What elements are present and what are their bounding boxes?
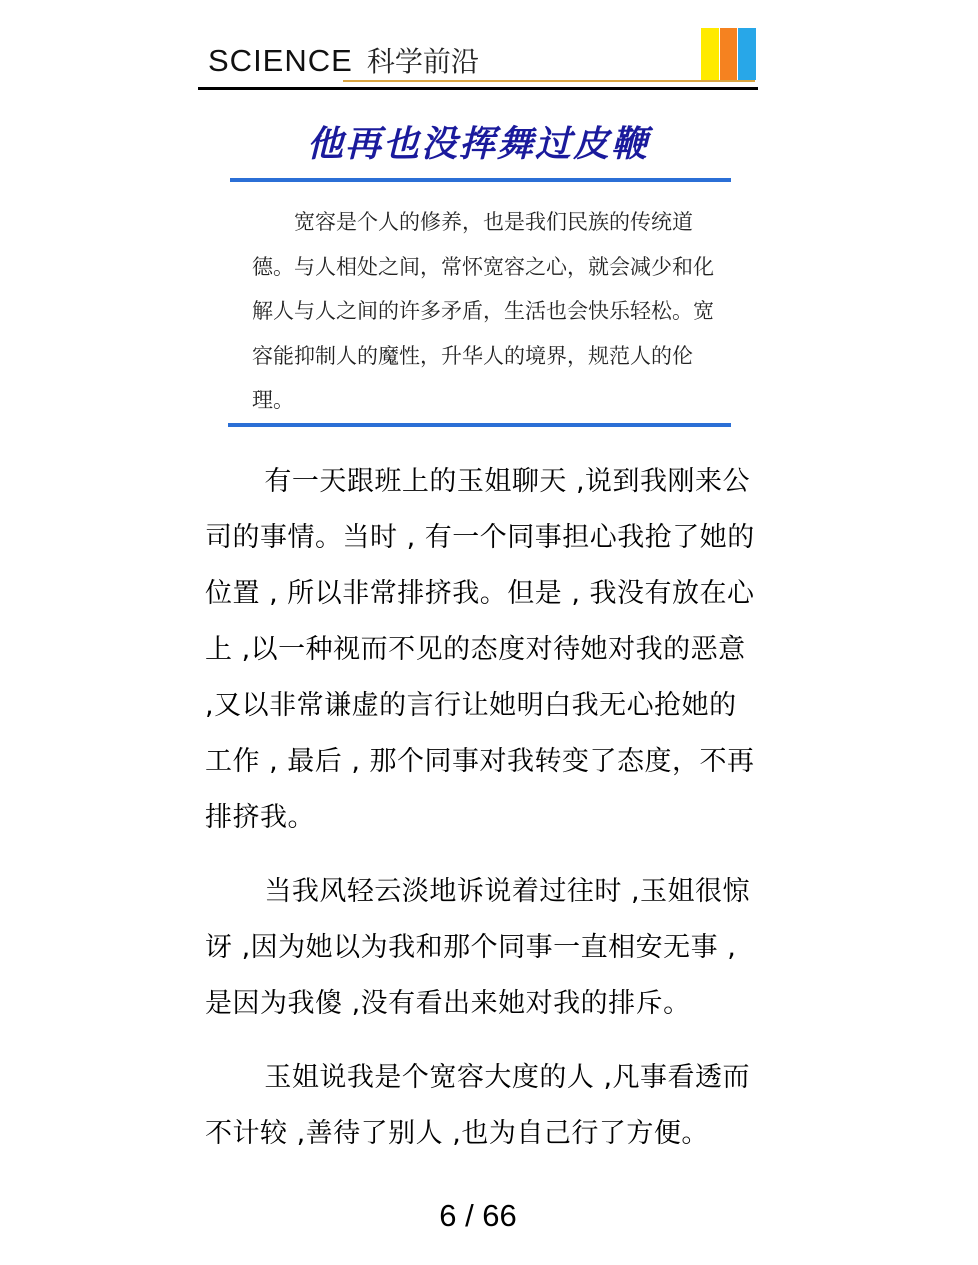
yellow-bar — [701, 28, 719, 80]
header-accent-line — [343, 80, 755, 82]
orange-bar — [720, 28, 738, 80]
quote-bottom-rule — [228, 423, 731, 427]
header-title-en: SCIENCE — [208, 43, 353, 78]
article-quote — [252, 200, 722, 423]
header-color-bars — [701, 28, 757, 80]
body-paragraph-1: 有一天跟班上的玉姐聊天 ,说到我刚来公司的事情。当时 , 有一个同事担心我抢了她的位置 , 所以非常排挤我。但是 , 我没有放在心上 ,以一种视而不见的态度对待她对我的恶意 ,又以非常谦虚的言行让她明白我无心抢她的工作 , 最后 , 那个同事对我转变了态度，不再排挤我。 — [205, 466, 755, 833]
page-number: 6 / 66 — [439, 1198, 517, 1233]
quote-top-rule — [230, 178, 731, 182]
article-title: 他再也没挥舞过皮鞭 — [306, 123, 649, 165]
quote-text: 宽容是个人的修养，也是我们民族的传统道德。与人相处之间，常怀宽容之心，就会减少和化解人与人之间的许多矛盾，生活也会快乐轻松。宽容能抑制人的魔性，升华人的境界，规范人的伦理。 — [252, 210, 714, 412]
page-header — [198, 28, 758, 90]
body-paragraph-2: 当我风轻云淡地诉说着过往时 ,玉姐很惊讶 ,因为她以为我和那个同事一直相安无事 ,是因为我傻 ,没有看出来她对我的排斥。 — [205, 876, 751, 1019]
article-body — [205, 454, 761, 1180]
blue-bar — [738, 28, 756, 80]
header-title-zh: 科学前沿 — [366, 45, 479, 78]
body-paragraph-3: 玉姐说我是个宽容大度的人 ,凡事看透而不计较 ,善待了别人 ,也为自己行了方便。 — [205, 1062, 751, 1149]
header-rule — [198, 87, 758, 90]
header-title — [208, 40, 479, 80]
